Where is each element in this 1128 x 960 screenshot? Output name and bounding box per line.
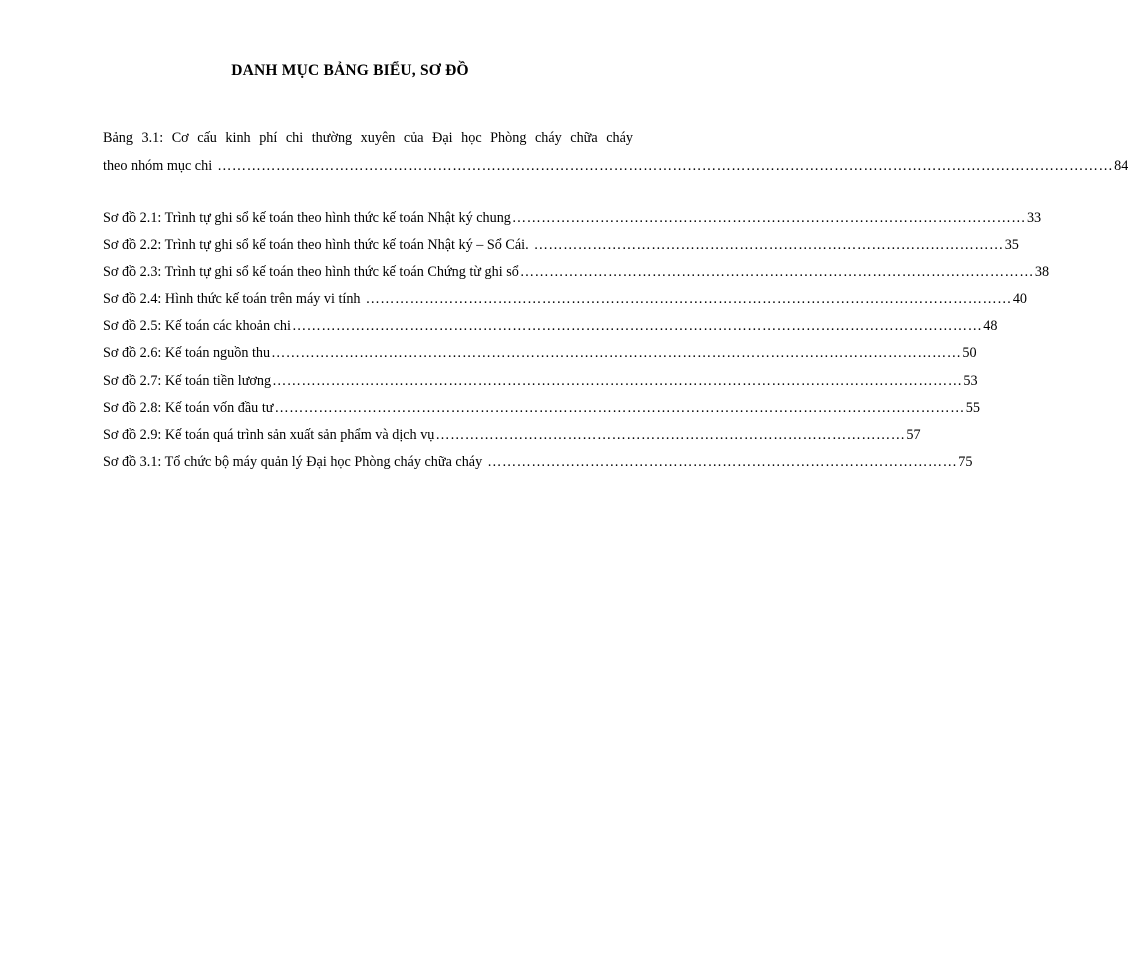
diagram-list bbox=[103, 205, 1050, 476]
toc-entry-table-3-1-line1: Bảng 3.1: Cơ cấu kinh phí chi thường xuyên của Đại học Phòng cháy chữa cháy bbox=[103, 130, 633, 146]
toc-entry-label: Sơ đồ 2.8: Kế toán vốn đầu tư bbox=[103, 399, 274, 416]
toc-page-number: 40 bbox=[1012, 291, 1028, 308]
toc-entry-label: Sơ đồ 2.4: Hình thức kế toán trên máy vi tính bbox=[103, 291, 361, 308]
dot-leader: ………………………………………………………………………………………………………………………………………………………………… bbox=[213, 158, 1114, 174]
toc-page-number: 84 bbox=[1114, 158, 1128, 174]
dot-leader: …………………………………………………………………………………………………………………………… bbox=[274, 399, 965, 416]
dot-leader: …………………………………………………………………………………………………………………………… bbox=[272, 372, 963, 389]
dot-leader: …………………………………………………………………………………… bbox=[483, 453, 958, 470]
dot-leader: …………………………………………………………………………………………… bbox=[519, 264, 1034, 281]
table-list bbox=[103, 124, 1128, 180]
toc-page-number: 35 bbox=[1004, 237, 1019, 254]
toc-page-number: 48 bbox=[983, 318, 998, 335]
toc-entry-label: theo nhóm mục chi bbox=[103, 158, 213, 174]
toc-page-number: 50 bbox=[962, 345, 977, 362]
toc-entry-table-3-1-line2 bbox=[103, 152, 1128, 180]
toc-entry-label: Sơ đồ 2.3: Trình tự ghi sổ kế toán theo hình thức kế toán Chứng từ ghi sổ bbox=[103, 264, 519, 281]
toc-page-number: 33 bbox=[1026, 210, 1042, 226]
toc-page-number: 57 bbox=[906, 426, 921, 443]
toc-page-number: 53 bbox=[963, 372, 978, 389]
toc-entry-label: Sơ đồ 2.9: Kế toán quá trình sản xuất sản phẩm và dịch vụ bbox=[103, 426, 435, 443]
dot-leader: …………………………………………………………………………………… bbox=[435, 426, 906, 443]
toc-entry-label: Sơ đồ 3.1: Tổ chức bộ máy quản lý Đại học Phòng cháy chữa cháy bbox=[103, 453, 483, 470]
toc-page-number: 75 bbox=[958, 453, 973, 470]
dot-leader: …………………………………………………………………………………… bbox=[529, 237, 1004, 254]
toc-page-number: 55 bbox=[965, 399, 980, 416]
toc-entry-diagram-2-1 bbox=[103, 205, 1042, 232]
toc-entry-diagram-2-5 bbox=[103, 313, 998, 340]
toc-page-number: 38 bbox=[1034, 264, 1050, 281]
page-title: DANH MỤC BẢNG BIỂU, SƠ ĐỒ bbox=[231, 62, 469, 79]
dot-leader: …………………………………………………………………………………………………………………… bbox=[361, 291, 1012, 308]
toc-entry-diagram-2-6 bbox=[103, 340, 977, 367]
dot-leader: …………………………………………………………………………………………………………………………… bbox=[291, 318, 983, 335]
toc-entry-label: Sơ đồ 2.1: Trình tự ghi sổ kế toán theo hình thức kế toán Nhật ký chung bbox=[103, 210, 511, 226]
dot-leader: …………………………………………………………………………………………………………………………… bbox=[271, 345, 962, 362]
dot-leader: …………………………………………………………………………………………… bbox=[511, 210, 1026, 226]
toc-entry-diagram-2-3 bbox=[103, 259, 1050, 286]
toc-entry-diagram-3-1 bbox=[103, 449, 973, 476]
toc-entry-diagram-2-8 bbox=[103, 395, 980, 422]
toc-entry-label: Sơ đồ 2.7: Kế toán tiền lương bbox=[103, 372, 272, 389]
toc-entry-label: Sơ đồ 2.5: Kế toán các khoản chi bbox=[103, 318, 291, 335]
toc-entry-diagram-2-9 bbox=[103, 422, 921, 449]
toc-entry-diagram-2-4 bbox=[103, 286, 1028, 313]
toc-entry-label: Sơ đồ 2.2: Trình tự ghi sổ kế toán theo hình thức kế toán Nhật ký – Sổ Cái. bbox=[103, 237, 529, 254]
toc-entry-label: Sơ đồ 2.6: Kế toán nguồn thu bbox=[103, 345, 271, 362]
toc-entry-diagram-2-2 bbox=[103, 232, 1019, 259]
toc-entry-diagram-2-7 bbox=[103, 368, 978, 395]
